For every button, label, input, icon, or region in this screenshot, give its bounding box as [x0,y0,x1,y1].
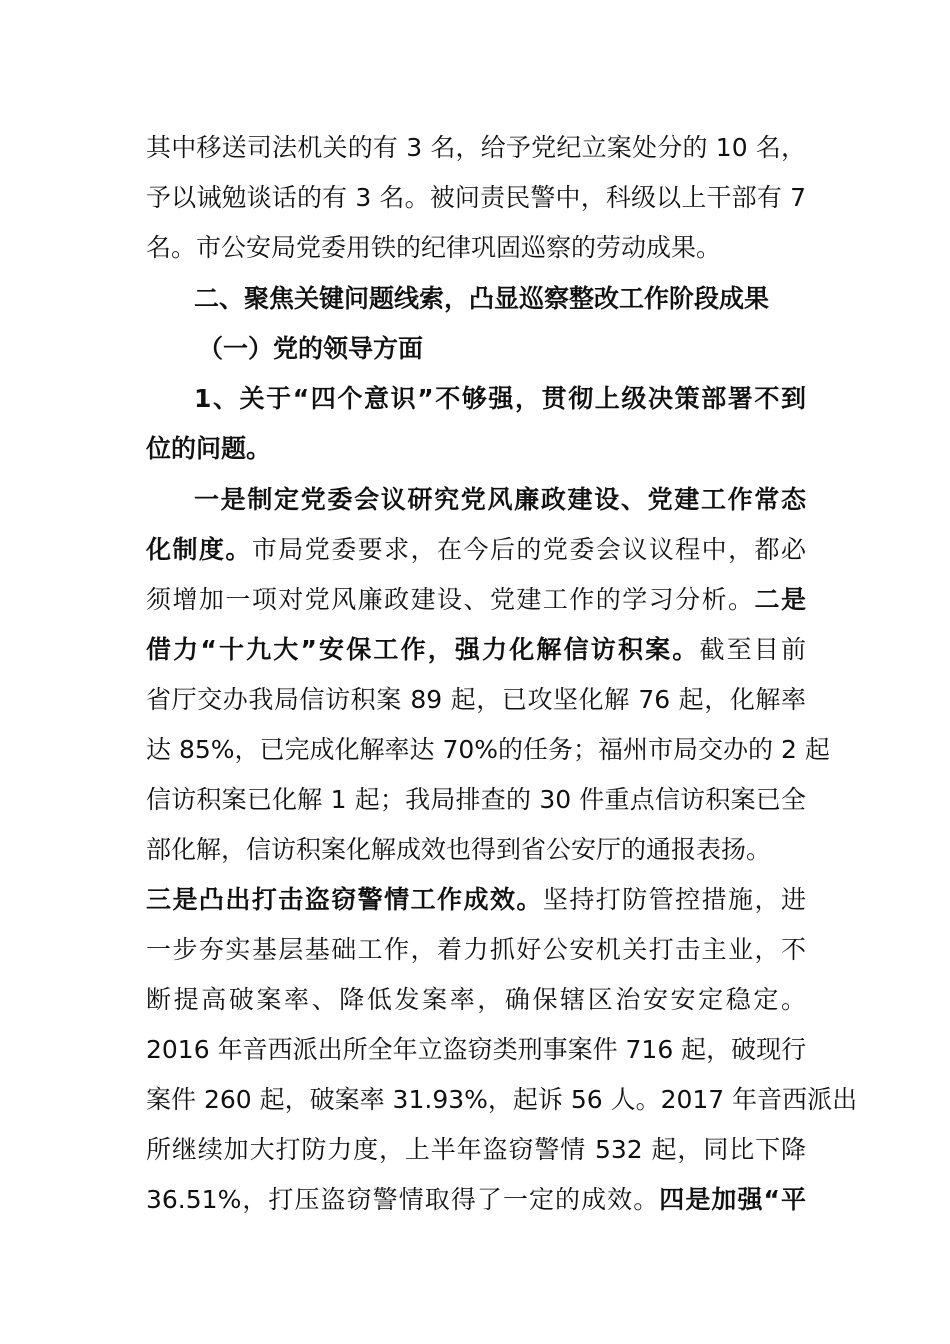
paragraph-line [146,682,806,718]
text-run: 借力“十九大”安保工作，强力化解信访积案。 [146,635,700,664]
item-heading [194,381,806,417]
text-run: 达 85%，已完成化解率达 70%的任务；福州市局交办的 2 起 [146,735,830,764]
paragraph-line [146,130,806,166]
text-run: 信访积案已化解 1 起；我局排查的 30 件重点信访积案已全 [146,785,806,814]
text-run: 化制度。 [146,535,252,564]
text-run: 一步夯实基层基础工作，着力抓好公安机关打击主业，不 [146,935,806,964]
heading-text: 位的问题。 [146,434,272,463]
item-heading [146,431,806,467]
text-run: 三是凸出打击盗窃警情工作成效。 [146,885,543,914]
paragraph-line [146,1082,858,1118]
paragraph-line [146,982,806,1018]
text-run: 市局党委要求，在今后的党委会议议程中，都必 [251,535,806,564]
subsection-heading [198,331,806,367]
text-run: 案件 260 起，破案率 31.93%，起诉 56 人。2017 年音西派出 [146,1085,858,1114]
paragraph-line [146,582,806,618]
text-run: 其中移送司法机关的有 3 名，给予党纪立案处分的 10 名， [146,133,806,162]
text-run: 名。市公安局党委用铁的纪律巩固巡察的劳动成果。 [146,233,722,262]
paragraph-line [146,632,806,668]
text-run: 省厅交办我局信访积案 89 起，已攻坚化解 76 起，化解率 [146,685,806,714]
text-run: 一是制定党委会议研究党风廉政建设、党建工作常态 [194,485,806,514]
paragraph-line [146,180,806,216]
paragraph-line [146,1182,806,1218]
paragraph-line [146,1132,806,1168]
text-run: 所继续加大打防力度，上半年盗窃警情 532 起，同比下降 [146,1135,806,1164]
text-run: 截至目前 [699,635,806,664]
heading-text: 二、聚焦关键问题线索，凸显巡察整改工作阶段成果 [194,284,770,313]
text-run: 部化解，信访积案化解成效也得到省公安厅的通报表扬。 [146,835,772,864]
text-run: 2016 年音西派出所全年立盗窃类刑事案件 716 起，破现行 [146,1035,807,1064]
paragraph-line [146,532,806,568]
paragraph-line [146,732,830,768]
heading-text: （一）党的领导方面 [198,334,424,363]
section-heading [194,281,806,317]
paragraph-line [146,782,806,818]
text-run: 予以诫勉谈话的有 3 名。被问责民警中，科级以上干部有 7 [146,183,806,212]
paragraph-line [146,230,806,266]
paragraph-line [146,832,806,868]
text-run: 断提高破案率、降低发案率，确保辖区治安安定稳定。 [146,985,806,1014]
text-run: 36.51%，打压盗窃警情取得了一定的成效。 [146,1185,660,1214]
paragraph-line [146,1032,806,1068]
text-run: 须增加一项对党风廉政建设、党建工作的学习分析。 [146,585,755,614]
text-run: 四是加强“平 [659,1185,806,1214]
paragraph-line [146,932,806,968]
paragraph-line [194,482,806,518]
paragraph-line [146,882,806,918]
text-run: 坚持打防管控措施，进 [542,885,806,914]
text-run: 二是 [754,585,806,614]
heading-text: 1、关于“四个意识”不够强，贯彻上级决策部署不到 [194,384,806,413]
